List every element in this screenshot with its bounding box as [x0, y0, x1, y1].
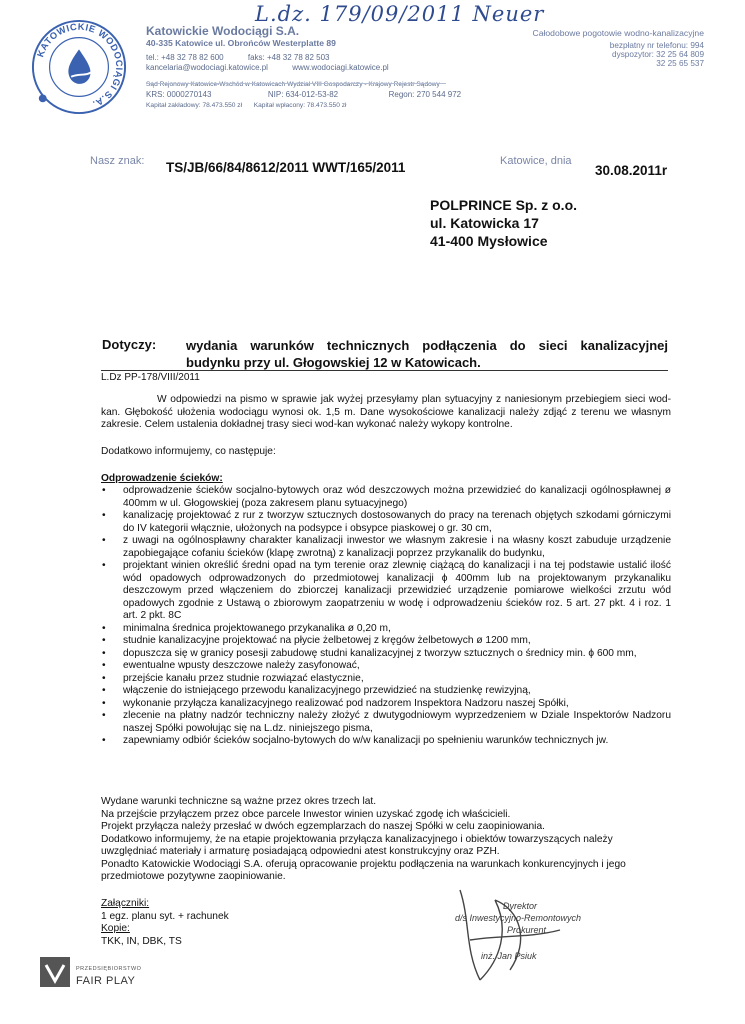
closing-line: Dodatkowo informujemy, że na etapie projektowania przyłącza kanalizacyjnego i obiektów towarzyszących należy uwzględniać materiały i armaturę posiadającą odpowiedni atest konstrukcyjny oraz PZH. [101, 833, 613, 857]
attachments-item: 1 egz. planu syt. + rachunek [101, 910, 229, 922]
attachments [101, 898, 229, 948]
list-item: • projektant winien określić średni opad na tym terenie oraz zlewnię ciążącą do kanalizacji i na tej podstawie ustalić ilość wód opadowych odprowadzonych do przedmiotowej kanalizacji ϕ 400mm lub na projektowanym przykanaliku deszczowym przed włączeniem do zbiorczej kanalizacji przewidzieć urządzenie pomiarowe wielkości zrzutu wód opadowych zgodnie z Ustawą o zbiorowym zaopatrzeniu w wodę i odprowadzeniu ścieków roz. 5 art. 27 pkt. 4 i roz. 1 art. 2 pkt. 8C [101, 560, 671, 623]
emergency-title: Całodobowe pogotowie wodno-kanalizacyjne [532, 28, 704, 38]
list-item: • włączenie do istniejącego przewodu kanalizacyjnego przewidzieć na studzienkę rewizyjną, [101, 685, 671, 698]
emergency-service [490, 29, 704, 68]
recipient-name: POLPRINCE Sp. z o.o. [430, 197, 578, 213]
attachments-label: Załączniki: [101, 898, 150, 909]
closing-line: Projekt przyłącza należy przesłać w dwóch egzemplarzach do naszej Spółki w celu zaopiniowania. [101, 821, 545, 832]
court-register: Sąd Rejonowy Katowice-Wschód w Katowicach Wydział VIII Gospodarczy - Krajowy Rejestr Sądowy [146, 80, 440, 88]
intro-paragraph-2: Dodatkowo informujemy, co następuje: [101, 446, 276, 457]
signature-role: Prokurent [507, 925, 547, 935]
fair-play-small-text: PRZEDSIĘBIORSTWO [76, 966, 142, 972]
list-item: • kanalizację projektować z rur z tworzyw sztucznych dostosowanych do pracy na terenach objętych szkodami górniczymi do IV kategorii włącznie, ułożonych na podsypce i obsypce piaskowej o gr. 30 cm, [101, 510, 671, 535]
conditions-list [101, 485, 671, 748]
krs-number: KRS: 0000270143 [146, 90, 212, 99]
section-title: Odprowadzenie ścieków: [101, 473, 223, 484]
copies-label: Kopie: [101, 923, 130, 934]
logo-text: KATOWICKIE WODOCIĄGI S.A. [35, 21, 125, 110]
copies-list: TKK, IN, DBK, TS [101, 935, 182, 947]
list-item: • wykonanie przyłącza kanalizacyjnego realizować pod nadzorem Inspektora Nadzoru naszej Spółki, [101, 698, 671, 711]
company-website[interactable]: www.wodociagi.katowice.pl [292, 63, 389, 72]
list-item: • z uwagi na ogólnospławny charakter kanalizacji inwestor we własnym zakresie i na własny koszt zabuduje urządzenie zapobiegające cofaniu ścieków (klapę zwrotną) z kanalizacji poprzez przykanalik do budynku, [101, 535, 671, 560]
signature-department: d/s Inwestycyjno-Remontowych [455, 913, 582, 923]
handwritten-registration-note: L.dz. 179/09/2011 Neuer [255, 2, 545, 26]
subject-label: Dotyczy: [102, 337, 157, 352]
ldz-number: L.Dz PP-178/VIII/2011 [101, 372, 200, 383]
list-item: • zapewniamy odbiór ścieków socjalno-bytowych do w/w kanalizacji po spełnieniu warunków technicznych jw. [101, 735, 671, 748]
signature-title: Dyrektor [503, 901, 538, 911]
recipient-city: 41-400 Mysłowice [430, 233, 548, 249]
signature-stamp [455, 900, 615, 962]
list-item: • odprowadzenie ścieków socjalno-bytowych oraz wód deszczowych można przewidzieć do kanalizacji ogólnospławnej ø 400mm w ul. Głogowskiej (poza zakresem planu sytuacyjnego) [101, 485, 671, 510]
header-divider [146, 83, 446, 84]
list-item: • przejście kanału przez studnie rozwiązać elastycznie, [101, 673, 671, 686]
capital-founding: Kapitał zakładowy: 78.473.550 zł [146, 101, 243, 109]
regon-number: Regon: 270 544 972 [388, 90, 462, 99]
nip-number: NIP: 634-012-53-82 [267, 90, 339, 99]
emergency-free-number: bezpłatny nr telefonu: 994 [609, 41, 704, 50]
company-address: 40-335 Katowice ul. Obrońców Westerplatte 89 [146, 38, 336, 48]
company-logo [30, 18, 128, 116]
closing-line: Ponadto Katowickie Wodociągi S.A. oferują opracowanie projektu podłączenia na warunkach konkurencyjnych i jego przedmiotowe pozytywne zaopiniowanie. [101, 858, 626, 882]
list-item: • dopuszcza się w granicy posesji zabudowę studni kanalizacyjnej z tworzyw sztucznych o średnicy min. ϕ 600 mm, [101, 648, 671, 661]
company-phone: tel.: +48 32 78 82 600 [146, 52, 224, 62]
reference-number: TS/JB/66/84/8612/2011 WWT/165/2011 [166, 160, 406, 175]
city-date-label: Katowice, dnia [500, 155, 572, 167]
closing-paragraphs [101, 796, 671, 884]
company-fax: faks: +48 32 78 82 503 [247, 52, 330, 62]
list-item: • zlecenie na płatny nadzór techniczny należy złożyć z dwutygodniowym wyprzedzeniem w Dziale Inspektorów Nadzoru naszej Spółki powołując się na L.dz. niniejszego pisma, [101, 710, 671, 735]
recipient-address [430, 196, 577, 250]
emergency-dispatch-number: dyspozytor: 32 25 64 809 [612, 50, 704, 59]
recipient-street: ul. Katowicka 17 [430, 215, 539, 231]
reference-label: Nasz znak: [90, 155, 145, 167]
subject-text: wydania warunków technicznych podłączenia do sieci kanalizacyjnej budynku przy ul. Głogowskiej 12 w Katowicach. [186, 338, 668, 370]
list-item: • studnie kanalizacyjne projektować na płycie żelbetowej z kręgów żelbetowych ø 1200 mm, [101, 635, 671, 648]
list-item: • ewentualne wpusty deszczowe należy zasyfonować, [101, 660, 671, 673]
emergency-dispatch-number-2: 32 25 65 537 [656, 59, 704, 68]
company-details [146, 24, 486, 111]
subject-divider [101, 370, 668, 371]
intro-paragraph: W odpowiedzi na pismo w sprawie jak wyżej przesyłamy plan sytuacyjny z naniesionym przebiegiem sieci wod-kan. Głębokość ułożenia wodociągu wynosi ok. 1,5 m. Dane wysokościowe kanalizacji należy zdjąć z terenu we własnym zakresie. Celem ustalenia dokładnej trasy sieci wod-kan wykonać należy wykopy kontrolne. [101, 394, 671, 430]
list-item: • minimalna średnica projektowanego przykanalika ø 0,20 m, [101, 623, 671, 636]
signature-name: inż. Jan Psiuk [481, 951, 537, 961]
capital-paid: Kapitał wpłacony: 78.473.550 zł [253, 101, 347, 109]
fair-play-icon [40, 957, 70, 987]
fair-play-label: FAIR PLAY [76, 975, 136, 987]
closing-line: Wydane warunki techniczne są ważne przez okres trzech lat. [101, 796, 377, 807]
closing-line: Na przejście przyłączem przez obce parcele Inwestor winien uzyskać zgodę ich właścicieli. [101, 808, 511, 820]
letter-date: 30.08.2011r [595, 163, 668, 178]
company-name: Katowickie Wodociągi S.A. [146, 24, 300, 38]
company-email[interactable]: kancelaria@wodociagi.katowice.pl [146, 63, 268, 72]
